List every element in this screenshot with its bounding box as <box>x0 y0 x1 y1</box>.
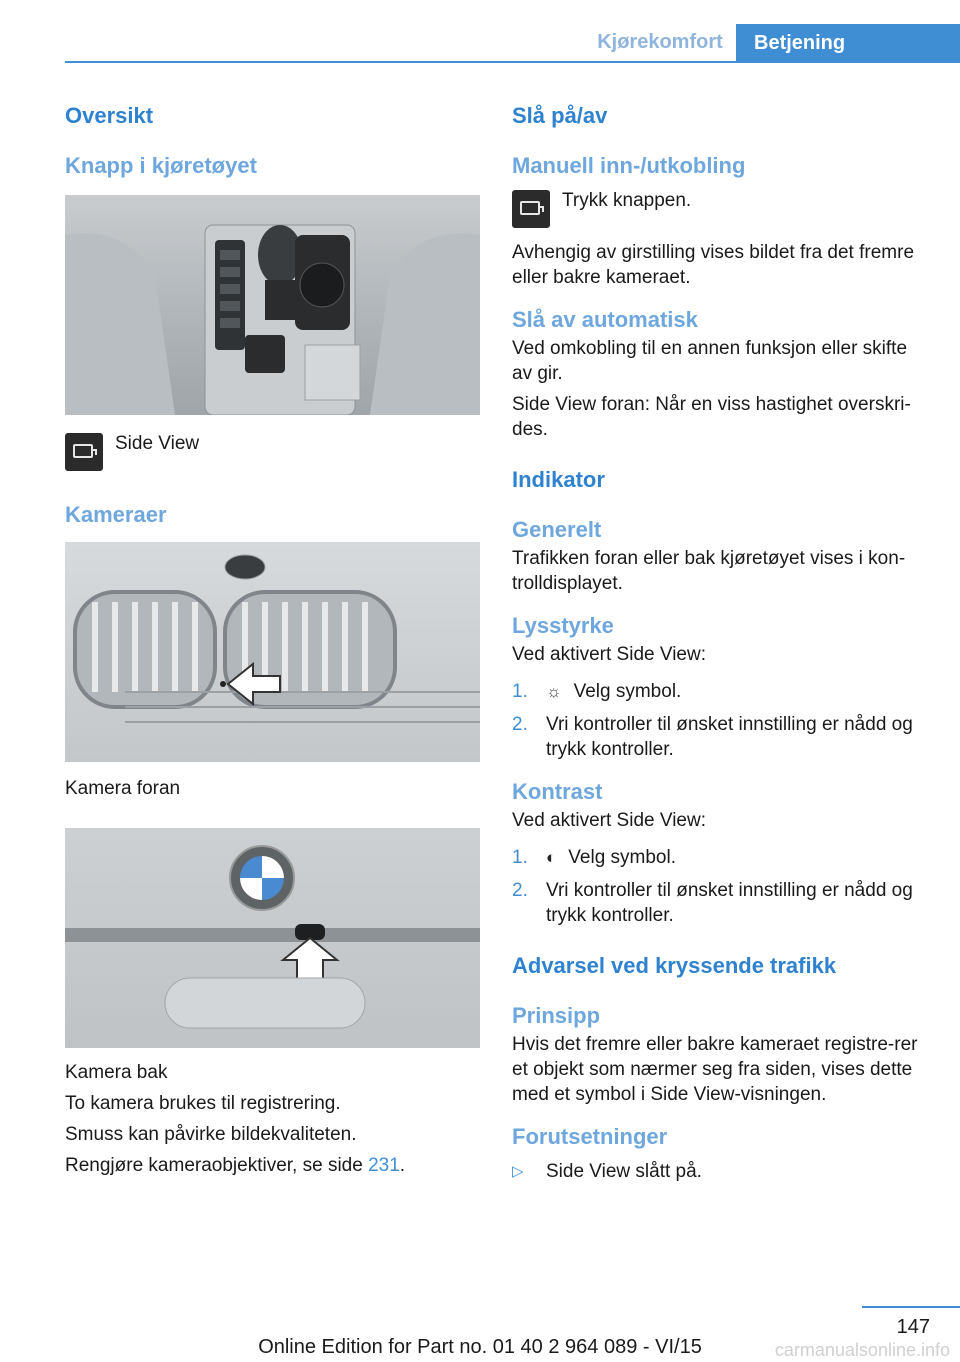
front-camera-photo <box>65 542 480 762</box>
page-number: 147 <box>896 1316 930 1338</box>
para-trafikken: Trafikken foran eller bak kjøretøyet vises i kon‐trolldisplayet. <box>512 548 906 594</box>
right-column <box>512 100 930 1184</box>
heading-sla-av-automatisk: Slå av automatisk <box>512 307 698 332</box>
list-item: 1. ◐ Velg symbol. <box>512 847 677 868</box>
heading-kontrast: Kontrast <box>512 779 603 804</box>
para-girstilling: Avhengig av girstilling vises bildet fra det fremre eller bakre kameraet. <box>512 242 915 288</box>
para-two-cameras: To kamera brukes til registrering. <box>65 1093 341 1114</box>
caption-front: Kamera foran <box>65 778 181 799</box>
para-side-view-foran: Side View foran: Når en viss hastighet overskri‐des. <box>512 394 911 440</box>
heading-sla-pa-av: Slå på/av <box>512 103 608 128</box>
left-column <box>65 100 480 1178</box>
side-view-button-icon <box>65 433 103 471</box>
rear-camera-photo <box>65 828 480 1048</box>
heading-knapp: Knapp i kjøretøyet <box>65 153 257 178</box>
page-link-231[interactable]: 231 <box>368 1155 400 1176</box>
para-cleaning: Rengjøre kameraobjektiver, se side 231. <box>65 1155 406 1176</box>
header-tab-kjorekomfort[interactable]: Kjørekomfort <box>597 31 723 53</box>
heading-lysstyrke: Lysstyrke <box>512 613 614 638</box>
heading-indikator: Indikator <box>512 467 605 492</box>
brightness-icon: ☼ <box>546 682 562 701</box>
contrast-icon: ◐ <box>546 848 557 867</box>
caption-rear: Kamera bak <box>65 1062 168 1083</box>
watermark: carmanualsonline.info <box>774 1340 950 1360</box>
heading-forutsetninger: Forutsetninger <box>512 1124 668 1149</box>
para-aktivert-1: Ved aktivert Side View: <box>512 644 706 665</box>
list-item: ▷ Side View slått på. <box>512 1161 702 1182</box>
para-aktivert-2: Ved aktivert Side View: <box>512 810 706 831</box>
heading-manuell: Manuell inn-/utkobling <box>512 153 746 178</box>
para-dirt: Smuss kan påvirke bildekvaliteten. <box>65 1124 357 1145</box>
side-view-button-icon-2 <box>512 190 550 228</box>
heading-oversikt: Oversikt <box>65 103 154 128</box>
side-view-label: Side View <box>115 433 200 454</box>
header-tab-betjening[interactable]: Betjening <box>736 24 960 62</box>
heading-advarsel: Advarsel ved kryssende trafikk <box>512 953 837 978</box>
heading-generelt: Generelt <box>512 517 602 542</box>
list-item: 2. Vri kontroller til ønsket innstilling er nådd og trykk kontroller. <box>512 714 913 760</box>
header-rule <box>65 61 960 63</box>
list-item: 1. ☼ Velg symbol. <box>512 681 682 702</box>
online-edition-text: Online Edition for Part no. 01 40 2 964 089 - VI/15 <box>258 1336 702 1358</box>
triangle-bullet-icon: ▷ <box>512 1163 524 1180</box>
console-photo <box>65 195 480 415</box>
list-item: 2. Vri kontroller til ønsket innstilling er nådd og trykk kontroller. <box>512 880 913 926</box>
para-omkobling: Ved omkobling til en annen funksjon eller skifte av gir. <box>512 338 908 384</box>
heading-prinsipp: Prinsipp <box>512 1003 601 1028</box>
footer-rule <box>862 1306 960 1308</box>
press-button-text: Trykk knappen. <box>562 190 692 211</box>
para-hvis: Hvis det fremre eller bakre kameraet registre‐rer et objekt som nærmer seg fra siden, vises dette med et symbol i Side View-visningen. <box>512 1034 918 1105</box>
heading-kameraer: Kameraer <box>65 502 167 527</box>
